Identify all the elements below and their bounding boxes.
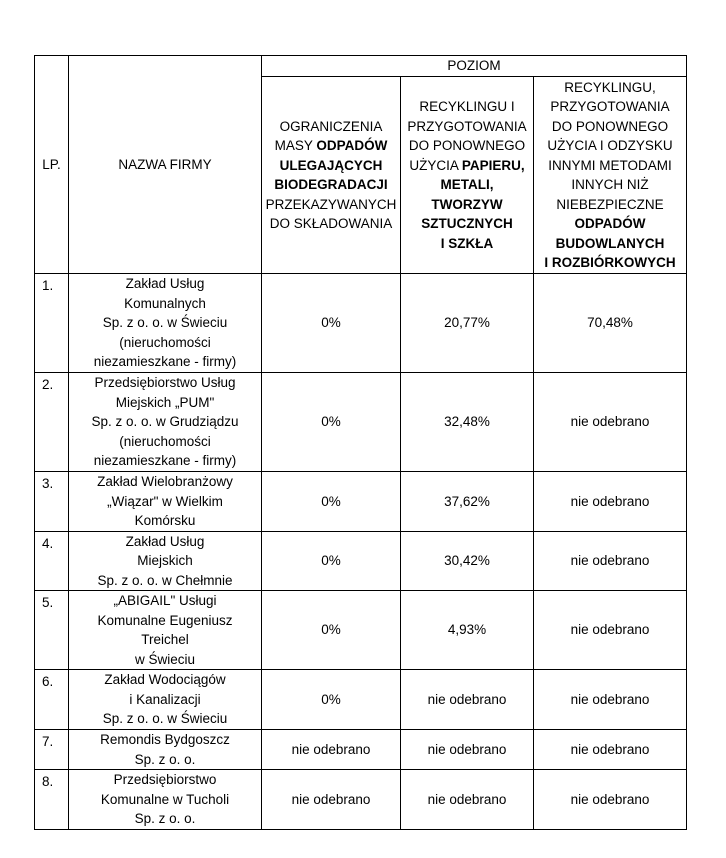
row-value-col3: nie odebrano	[534, 591, 687, 670]
row-value-col3: nie odebrano	[534, 472, 687, 532]
table-row	[35, 770, 687, 830]
row-company-name: Zakład Usług Miejskich Sp. z o. o. w Chełmnie	[69, 531, 262, 591]
row-value-col2: nie odebrano	[401, 670, 534, 730]
row-value-col2: 20,77%	[401, 274, 534, 373]
table-row	[35, 730, 687, 770]
row-value-col3: nie odebrano	[534, 531, 687, 591]
header-poziom: POZIOM	[262, 56, 687, 77]
row-lp: 3.	[35, 472, 69, 532]
header-col-biodegradable: OGRANICZENIA MASY ODPADÓW ULEGAJĄCYCH BIODEGRADACJI PRZEKAZYWANYCH DO SKŁADOWANIA	[262, 77, 401, 274]
row-company-name: Zakład Wielobranżowy „Wiązar" w Wielkim Komórsku	[69, 472, 262, 532]
table-row	[35, 531, 687, 591]
row-value-col1: 0%	[262, 274, 401, 373]
header-col-construction-waste: RECYKLINGU, PRZYGOTOWANIA DO PONOWNEGO UŻYCIA I ODZYSKU INNYMI METODAMI INNYCH NIŻ NIEBEZPIECZNE ODPADÓW BUDOWLANYCH I ROZBIÓRKOWYCH	[534, 77, 687, 274]
table-row	[35, 591, 687, 670]
row-value-col3: nie odebrano	[534, 770, 687, 830]
row-value-col3: nie odebrano	[534, 730, 687, 770]
row-lp: 1.	[35, 274, 69, 373]
header-company-name: NAZWA FIRMY	[69, 56, 262, 274]
row-value-col2: 30,42%	[401, 531, 534, 591]
row-value-col2: 4,93%	[401, 591, 534, 670]
row-company-name: Przedsiębiorstwo Usług Miejskich „PUM" Sp. z o. o. w Grudziądzu (nieruchomości niezamieszkane - firmy)	[69, 373, 262, 472]
row-company-name: Zakład Wodociągów i Kanalizacji Sp. z o. o. w Świeciu	[69, 670, 262, 730]
table-row	[35, 274, 687, 373]
row-lp: 8.	[35, 770, 69, 830]
row-value-col2: 32,48%	[401, 373, 534, 472]
row-lp: 5.	[35, 591, 69, 670]
header-col-paper-metal-plastic-glass: RECYKLINGU I PRZYGOTOWANIA DO PONOWNEGO UŻYCIA PAPIERU, METALI, TWORZYW SZTUCZNYCH I SZKŁA	[401, 77, 534, 274]
row-lp: 2.	[35, 373, 69, 472]
row-lp: 6.	[35, 670, 69, 730]
row-company-name: Zakład Usług Komunalnych Sp. z o. o. w Świeciu (nieruchomości niezamieszkane - firmy)	[69, 274, 262, 373]
row-value-col1: 0%	[262, 670, 401, 730]
row-value-col1: 0%	[262, 531, 401, 591]
row-value-col2: nie odebrano	[401, 730, 534, 770]
row-value-col3: 70,48%	[534, 274, 687, 373]
table-row	[35, 373, 687, 472]
row-company-name: „ABIGAIL" Usługi Komunalne Eugeniusz Treichel w Świeciu	[69, 591, 262, 670]
row-value-col1: nie odebrano	[262, 730, 401, 770]
row-lp: 4.	[35, 531, 69, 591]
row-lp: 7.	[35, 730, 69, 770]
row-company-name: Przedsiębiorstwo Komunalne w Tucholi Sp. z o. o.	[69, 770, 262, 830]
row-value-col3: nie odebrano	[534, 670, 687, 730]
row-value-col1: nie odebrano	[262, 770, 401, 830]
row-value-col1: 0%	[262, 373, 401, 472]
row-value-col3: nie odebrano	[534, 373, 687, 472]
row-value-col1: 0%	[262, 591, 401, 670]
waste-recycling-table	[34, 55, 687, 830]
row-value-col2: nie odebrano	[401, 770, 534, 830]
table-row	[35, 670, 687, 730]
row-value-col2: 37,62%	[401, 472, 534, 532]
table-row	[35, 472, 687, 532]
row-value-col1: 0%	[262, 472, 401, 532]
row-company-name: Remondis Bydgoszcz Sp. z o. o.	[69, 730, 262, 770]
header-lp: LP.	[35, 56, 69, 274]
